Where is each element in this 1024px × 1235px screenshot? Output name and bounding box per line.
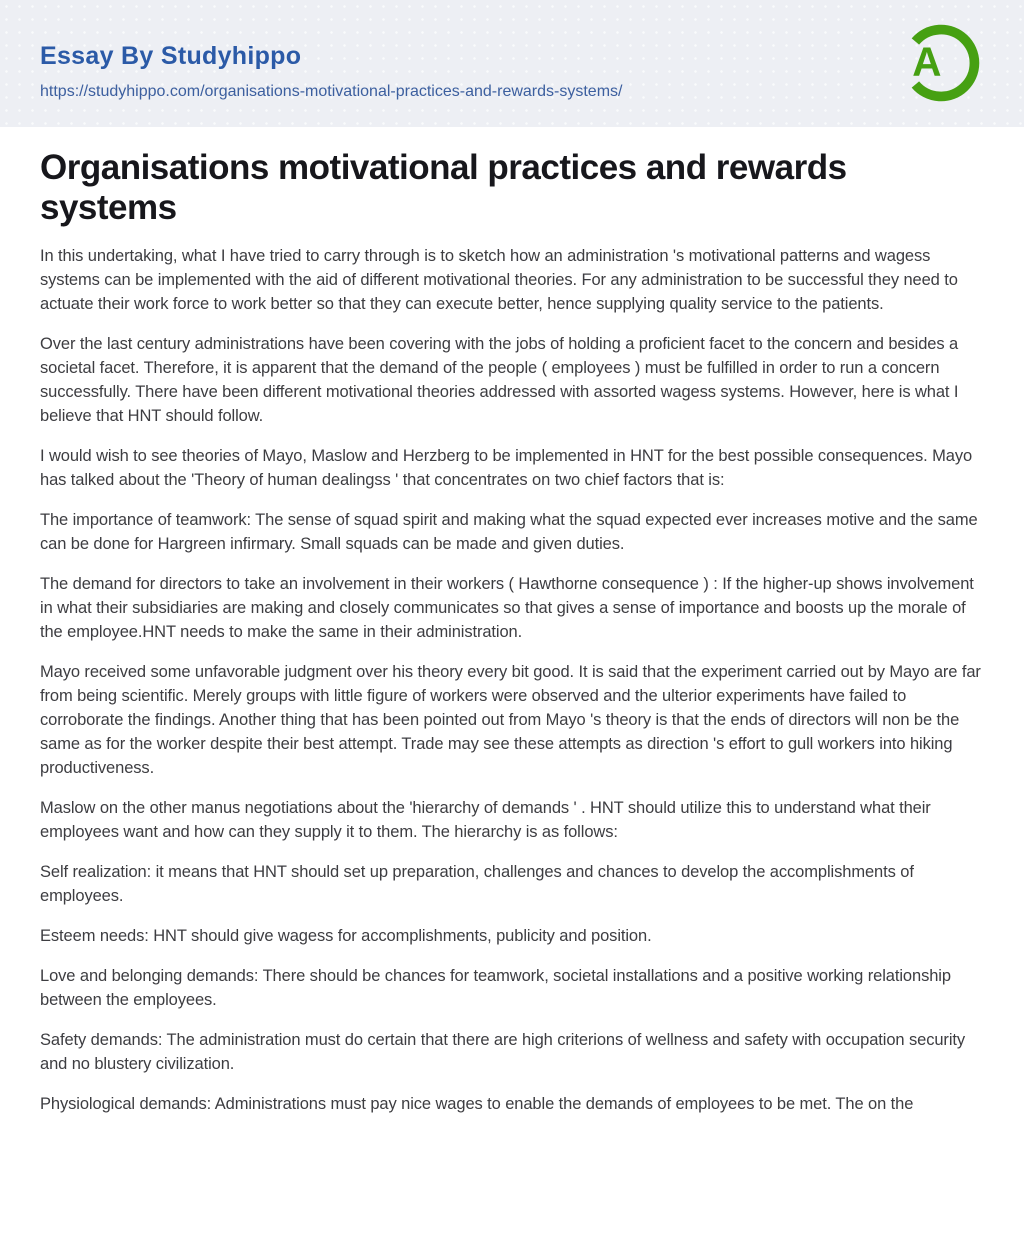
- article-paragraph: Esteem needs: HNT should give wagess for accomplishments, publicity and position.: [40, 927, 652, 945]
- article-paragraph: Over the last century administrations have been covering with the jobs of holding a proficient facet to the concern and besides a societal facet. Therefore, it is apparent that the demand of the people ( employees ) must be fulfilled in order to run a concern successfully. There have been different motivational theories addressed with assorted wagess systems. However, here is what I believe that HNT should follow.: [40, 335, 959, 425]
- source-url-link[interactable]: https://studyhippo.com/organisations-motivational-practices-and-rewards-systems/: [40, 83, 623, 100]
- studyhippo-logo: [897, 19, 985, 107]
- article-paragraph: The importance of teamwork: The sense of squad spirit and making what the squad expected ever increases motive and the same can be done for Hargreen infirmary. Small squads can be made and given duties.: [40, 511, 978, 553]
- article-paragraph: Maslow on the other manus negotiations about the 'hierarchy of demands ' . HNT should utilize this to understand what their employees want and how can they supply it to them. The hierarchy is as follows:: [40, 799, 931, 841]
- page-title: Organisations motivational practices and rewards systems: [40, 148, 847, 227]
- article-paragraph: Love and belonging demands: There should be chances for teamwork, societal installations and a positive working relationship between the employees.: [40, 967, 951, 1009]
- article-paragraph: Physiological demands: Administrations must pay nice wages to enable the demands of employees to be met. The on the: [40, 1095, 914, 1113]
- article-paragraph: Safety demands: The administration must do certain that there are high criterions of wellness and safety with occupation security and no blustery civilization.: [40, 1031, 966, 1073]
- article-paragraph: Self realization: it means that HNT should set up preparation, challenges and chances to develop the accomplishments of employees.: [40, 863, 914, 905]
- article-paragraph: In this undertaking, what I have tried to carry through is to sketch how an administration 's motivational patterns and wagess systems can be implemented with the aid of different motivational theories. For any administration to be successful they need to actuate their work force to work better so that they can execute better, hence supplying quality service to the patients.: [40, 247, 958, 313]
- logo-arc-icon: [897, 19, 985, 107]
- header-text-block: [0, 0, 1024, 101]
- article-paragraph: Mayo received some unfavorable judgment over his theory every bit good. It is said that the experiment carried out by Mayo are far from being scientific. Merely groups with little figure of workers were observed and the ulterior experiments have failed to corroborate the findings. Another thing that has been pointed out from Mayo 's theory is that the ends of directors will non be the same as for the worker despite their best attempt. Trade may see these attempts as direction 's effort to gull workers into hiking productiveness.: [40, 663, 981, 777]
- page-header: [0, 0, 1024, 127]
- site-title: Essay By Studyhippo: [40, 42, 302, 70]
- article-paragraph: I would wish to see theories of Mayo, Maslow and Herzberg to be implemented in HNT for the best possible consequences. Mayo has talked about the 'Theory of human dealingss ' that concentrates on two chief factors that is:: [40, 447, 973, 489]
- logo-letter: A: [912, 38, 942, 85]
- article-paragraph: The demand for directors to take an involvement in their workers ( Hawthorne consequence ) : If the higher-up shows involvement in what their subsidiaries are making and closely communicates so that gives a sense of importance and boosts up the morale of the employee.HNT needs to make the same in their administration.: [40, 575, 974, 641]
- article-content: [0, 127, 1024, 1116]
